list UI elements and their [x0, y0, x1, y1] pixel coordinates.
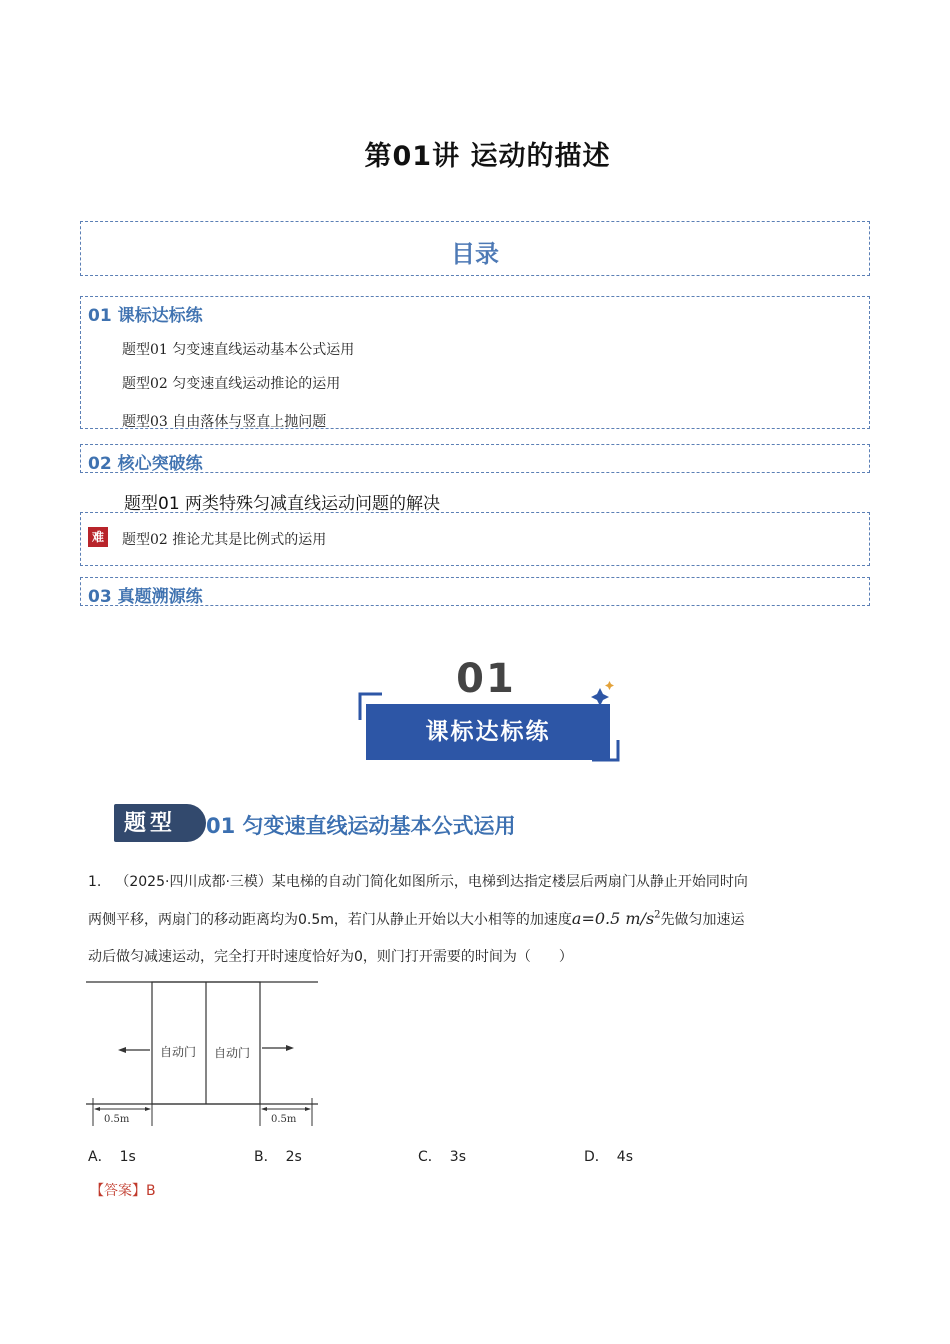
toc-section-03-head[interactable]: 03 真题溯源练 — [88, 587, 203, 607]
elevator-door-diagram — [86, 978, 322, 1130]
toc-item[interactable]: 题型02 匀变速直线运动推论的运用 — [122, 376, 341, 392]
toc-title: 目录 — [451, 240, 499, 268]
option-value: 3s — [449, 1149, 466, 1165]
toc-item[interactable]: 题型02 推论尤其是比例式的运用 — [122, 532, 327, 548]
question-text: 两侧平移，两扇门的移动距离均为0.5m，若门从静止开始以大小相等的加速度 — [88, 912, 572, 928]
option-value: 4s — [616, 1149, 633, 1165]
answer — [90, 1180, 156, 1200]
formula-sup: 2 — [654, 909, 661, 921]
toc-item[interactable]: 题型03 自由落体与竖直上抛问题 — [122, 414, 327, 430]
question-text: （2025·四川成都·三模）某电梯的自动门简化如图所示，电梯到达指定楼层后两扇门从静止开始同时向 — [115, 874, 748, 890]
question-line-3: 动后做匀减速运动，完全打开时速度恰好为0，则门打开需要的时间为（ ） — [88, 949, 573, 965]
acceleration-formula — [572, 909, 661, 928]
page-title: 第01讲 运动的描述 — [364, 141, 611, 172]
option-a[interactable] — [88, 1146, 136, 1166]
question-number: 1. — [88, 874, 102, 890]
door-label-right: 自动门 — [214, 1046, 251, 1060]
option-d[interactable] — [584, 1146, 633, 1166]
answer-label: 【答案】 — [90, 1183, 146, 1199]
question-type-title: 01 匀变速直线运动基本公式运用 — [206, 814, 516, 838]
toc-item[interactable]: 题型01 匀变速直线运动基本公式运用 — [122, 342, 355, 358]
option-value: 2s — [285, 1149, 302, 1165]
question-type-badge: 题型 — [114, 804, 206, 842]
option-label: B． — [254, 1149, 278, 1165]
section-number: 01 — [456, 656, 516, 702]
toc-section-02-head[interactable]: 02 核心突破练 — [88, 454, 203, 474]
answer-value: B — [146, 1183, 156, 1199]
option-c[interactable] — [418, 1146, 466, 1166]
door-label-left: 自动门 — [160, 1045, 197, 1059]
question-line-2 — [88, 909, 745, 929]
option-value: 1s — [119, 1149, 136, 1165]
toc-item[interactable]: 题型01 两类特殊匀减直线运动问题的解决 — [124, 494, 441, 514]
question-text: 先做匀加速运 — [660, 912, 745, 928]
dimension-label-left: 0.5m — [104, 1114, 130, 1125]
option-b[interactable] — [254, 1146, 302, 1166]
section-banner: 课标达标练 — [366, 704, 610, 760]
toc-section-01-head[interactable]: 01 课标达标练 — [88, 306, 203, 326]
option-label: A． — [88, 1149, 112, 1165]
dimension-label-right: 0.5m — [271, 1114, 297, 1125]
option-label: D． — [584, 1149, 609, 1165]
question-line-1 — [88, 871, 748, 891]
hard-badge-icon: 难 — [88, 527, 108, 547]
option-label: C． — [418, 1149, 442, 1165]
formula-text: a=0.5 m/s — [571, 909, 655, 928]
